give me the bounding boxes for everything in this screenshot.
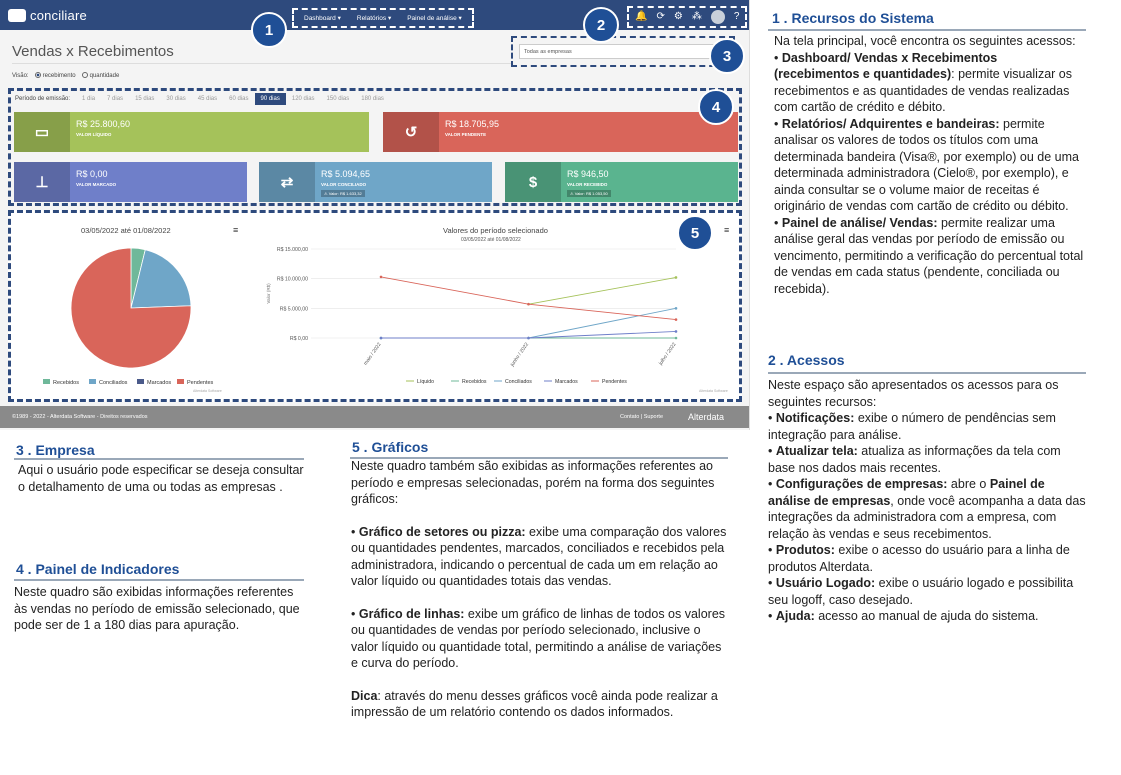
section-5-item: • Gráfico de linhas: exibe um gráfico de linhas de todos os valores ou quantidades de vendas por período selecionado, inclusive o valor líquido ou quantidade total, permitindo a análise de variações e curva do período. bbox=[351, 606, 726, 670]
dollar-icon: $ bbox=[505, 162, 561, 202]
section-divider bbox=[14, 579, 304, 581]
footer bbox=[0, 406, 750, 428]
radio-checked-icon bbox=[35, 72, 41, 78]
callout-badge: 5 bbox=[677, 215, 713, 251]
company-area bbox=[511, 36, 735, 67]
period-option[interactable]: 60 dias bbox=[229, 96, 249, 102]
section-5-tip: Dica: através do menu desses gráficos você ainda pode realizar a impressão de um relatório contendo os dados informados. bbox=[351, 688, 718, 719]
card-value: R$ 946,50 bbox=[567, 169, 609, 179]
pin-icon: ⊥ bbox=[14, 162, 70, 202]
charts-panel bbox=[8, 210, 742, 402]
section-1-item: • Dashboard/ Vendas x Recebimentos (recebimentos e quantidades): permite visualizar os recebimentos e as quantidades de vendas realizadas com cartão de crédito e débito. bbox=[774, 50, 1072, 114]
section-3-body: Aqui o usuário pode especificar se deseja consultar o detalhamento de uma ou todas as empresas . bbox=[18, 463, 304, 494]
section-1-body bbox=[774, 33, 1086, 297]
vision-option-quantidade[interactable]: quantidade bbox=[82, 72, 120, 79]
section-3-title: 3 . Empresa bbox=[16, 442, 95, 458]
data-point bbox=[527, 337, 530, 340]
legend-swatch bbox=[137, 379, 144, 384]
card-label: VALOR MARCADO bbox=[76, 182, 117, 187]
section-2-item: • Atualizar tela: atualiza as informações da tela com base nos dados mais recentes. bbox=[768, 444, 1061, 475]
menu-icon[interactable]: ≡ bbox=[724, 225, 730, 235]
legend-label: Recebidos bbox=[53, 380, 79, 386]
y-tick-label: R$ 0,00 bbox=[289, 336, 308, 342]
legend-swatch bbox=[89, 379, 96, 384]
card-label: VALOR PENDENTE bbox=[445, 132, 487, 137]
company-select[interactable]: Todas as empresas bbox=[519, 44, 715, 59]
legend-label: Recebidos bbox=[462, 379, 487, 385]
menu-icon[interactable]: ≡ bbox=[233, 225, 239, 235]
section-5-body bbox=[351, 458, 729, 721]
period-option[interactable]: 1 dia bbox=[82, 96, 96, 102]
card-label: VALOR LÍQUIDO bbox=[76, 132, 112, 137]
card-warning: ⚠ Valor: R$ 1.053,50 bbox=[567, 190, 611, 197]
card-valor-recebido[interactable] bbox=[505, 162, 738, 202]
callout-badge: 3 bbox=[709, 38, 745, 74]
data-point bbox=[380, 276, 383, 279]
vision-option-recebimento[interactable]: recebimento bbox=[35, 72, 76, 79]
handshake-icon: ⇄ bbox=[259, 162, 315, 202]
card-valor-conciliado[interactable] bbox=[259, 162, 492, 202]
data-point bbox=[675, 307, 678, 310]
callout-badge: 1 bbox=[251, 12, 287, 48]
legend-label: Conciliados bbox=[99, 380, 128, 386]
nav-dashboard[interactable]: Dashboard ▾ bbox=[304, 15, 341, 22]
section-2-item: • Produtos: exibe o acesso do usuário para a linha de produtos Alterdata. bbox=[768, 543, 1070, 574]
section-2-item: • Ajuda: acesso ao manual de ajuda do sistema. bbox=[768, 609, 1039, 623]
vision-label: Visão: bbox=[12, 72, 29, 79]
footer-copyright: ©1989 - 2022 - Alterdata Software - Direitos reservados bbox=[12, 414, 148, 420]
legend-label: Pendentes bbox=[602, 379, 627, 385]
refresh-icon[interactable]: ⟳ bbox=[656, 11, 665, 22]
section-5-title: 5 . Gráficos bbox=[352, 439, 429, 455]
y-tick-label: R$ 15.000,00 bbox=[276, 247, 308, 253]
section-divider bbox=[768, 372, 1086, 374]
card-icon: ▭ bbox=[14, 112, 70, 152]
avatar[interactable] bbox=[711, 10, 725, 24]
period-option-active[interactable]: 90 dias bbox=[255, 93, 286, 105]
section-divider bbox=[14, 458, 304, 460]
card-valor-liquido[interactable] bbox=[14, 112, 369, 152]
legend-label: Conciliados bbox=[505, 379, 532, 385]
logo-text: conciliare bbox=[30, 7, 87, 23]
series-line-líquido bbox=[529, 277, 677, 304]
line-chart bbox=[256, 213, 736, 398]
data-point bbox=[675, 276, 678, 279]
section-2-item: • Notificações: exibe o número de pendências sem integração para análise. bbox=[768, 411, 1056, 442]
section-2-title: 2 . Acessos bbox=[768, 352, 845, 368]
period-selector bbox=[15, 93, 390, 105]
section-2-item: • Usuário Logado: exibe o usuário logado e possibilita seu logoff, caso desejado. bbox=[768, 576, 1074, 607]
card-value: R$ 18.705,95 bbox=[445, 119, 500, 129]
card-label: VALOR CONCILIADO bbox=[321, 182, 367, 187]
app-screenshot bbox=[0, 0, 750, 430]
period-label: Período de emissão: bbox=[15, 96, 71, 102]
logo[interactable] bbox=[8, 8, 87, 22]
line-chart-subtitle: 03/05/2022 até 01/08/2022 bbox=[461, 237, 521, 243]
section-divider bbox=[768, 29, 1086, 31]
gear-icon[interactable]: ⚙ bbox=[673, 11, 683, 22]
section-5-intro: Neste quadro também são exibidas as informações referentes ao período e empresas selecionadas, porém na forma dos seguintes gráficos: bbox=[351, 459, 715, 506]
section-1-item: • Painel de análise/ Vendas: permite realizar uma análise geral das vendas por período de emissão ou vencimento, permitindo a verificação do percentual total de vendas em cada status (pendente, conciliada ou recebida). bbox=[774, 215, 1084, 296]
products-icon[interactable]: ⁂ bbox=[691, 11, 702, 22]
period-option[interactable]: 120 dias bbox=[291, 96, 315, 102]
access-icons bbox=[627, 6, 747, 28]
card-value: R$ 25.800,60 bbox=[76, 119, 131, 129]
section-1-intro: Na tela principal, você encontra os seguintes acessos: bbox=[774, 34, 1076, 48]
data-point bbox=[527, 303, 530, 306]
data-point bbox=[675, 337, 678, 340]
section-2-intro: Neste espaço são apresentados os acessos para os seguintes recursos: bbox=[768, 378, 1059, 409]
period-option[interactable]: 180 dias bbox=[361, 96, 384, 102]
section-4-title: 4 . Painel de Indicadores bbox=[16, 561, 180, 577]
line-chart-title: Valores do período selecionado bbox=[443, 226, 548, 235]
data-point bbox=[675, 318, 678, 321]
footer-links[interactable]: Contato | Suporte bbox=[620, 414, 664, 420]
legend-label: Líquido bbox=[417, 379, 435, 385]
period-option[interactable]: 30 dias bbox=[166, 96, 186, 102]
card-value: R$ 5.094,65 bbox=[321, 169, 371, 179]
legend-label: Marcados bbox=[555, 379, 578, 385]
section-1-title: 1 . Recursos do Sistema bbox=[772, 10, 934, 26]
section-2-body bbox=[768, 377, 1086, 625]
section-2-item: • Configurações de empresas: abre o Painel de análise de empresas, onde você acompanha a data das integrações da administradora com a empresa, com relação às vendas e seus recebimentos. bbox=[768, 477, 1086, 541]
card-value: R$ 0,00 bbox=[76, 169, 108, 179]
nav-relatorios[interactable]: Relatórios ▾ bbox=[356, 15, 392, 22]
chart-credit: Alterdata Software bbox=[193, 389, 222, 393]
period-option[interactable]: 45 dias bbox=[197, 96, 218, 102]
section-1-item: • Relatórios/ Adquirentes e bandeiras: permite analisar os valores de todos os títulos com uma determinada bandeira (Visa®, por exemplo) ou de uma determinada administradora (Cielo®, por exemplo), e ainda consultar se o volume maior de receitas é originário de vendas com cartão de crédito ou débito. bbox=[774, 116, 1079, 213]
x-tick-label: junho / 2022 bbox=[509, 341, 531, 368]
legend-swatch bbox=[177, 379, 184, 384]
legend-swatch bbox=[43, 379, 50, 384]
card-valor-pendente[interactable] bbox=[383, 112, 738, 152]
x-tick-label: maio / 2022 bbox=[362, 341, 383, 367]
series-line-pendentes bbox=[381, 277, 676, 320]
chart-credit: Alterdata Software bbox=[699, 389, 728, 393]
data-point bbox=[675, 330, 678, 333]
indicators-panel bbox=[8, 88, 742, 206]
data-point bbox=[380, 337, 383, 340]
callout-badge: 4 bbox=[698, 89, 734, 125]
history-icon: ↺ bbox=[383, 112, 439, 152]
card-valor-marcado[interactable] bbox=[14, 162, 247, 202]
x-tick-label: julho / 2022 bbox=[657, 341, 678, 367]
y-axis-label: Valor (R$) bbox=[266, 283, 271, 304]
period-option[interactable]: 150 dias bbox=[326, 96, 350, 102]
logo-mark-icon bbox=[8, 9, 26, 22]
period-option[interactable]: 7 dias bbox=[107, 96, 124, 102]
top-bar bbox=[0, 0, 750, 30]
page-title: Vendas x Recebimentos bbox=[12, 43, 174, 60]
y-tick-label: R$ 5.000,00 bbox=[279, 306, 308, 313]
divider bbox=[12, 63, 512, 64]
callout-badge: 2 bbox=[583, 7, 619, 43]
y-tick-label: R$ 10.000,00 bbox=[276, 276, 308, 283]
vision-selector bbox=[12, 72, 119, 79]
nav-painel-analise[interactable]: Painel de análise ▾ bbox=[407, 15, 462, 22]
footer-brand: Alterdata bbox=[688, 412, 725, 422]
help-icon[interactable]: ? bbox=[733, 11, 740, 22]
main-nav bbox=[292, 8, 474, 28]
pie-chart-title: 03/05/2022 até 01/08/2022 bbox=[81, 226, 171, 235]
pie-chart bbox=[11, 213, 251, 398]
section-5-item: • Gráfico de setores ou pizza: exibe uma comparação dos valores ou quantidades pendentes, marcados, conciliados e recebidos pela administradora, indicando o percentual de cada um em relação ao valor líquido ou quantidades totais das vendas. bbox=[351, 524, 727, 588]
radio-icon bbox=[82, 72, 88, 78]
section-4-body: Neste quadro são exibidas informações referentes às vendas no período de emissão selecionado, que pode ser de 1 a 180 dias para apuração. bbox=[14, 585, 300, 632]
card-warning: ⚠ Valor: R$ 1.633,32 bbox=[321, 190, 365, 197]
legend-label: Marcados bbox=[147, 380, 172, 386]
legend-label: Pendentes bbox=[187, 380, 214, 386]
period-option[interactable]: 15 dias bbox=[135, 96, 155, 102]
card-label: VALOR RECEBIDO bbox=[567, 182, 608, 187]
bell-icon[interactable]: 🔔 bbox=[635, 11, 648, 22]
